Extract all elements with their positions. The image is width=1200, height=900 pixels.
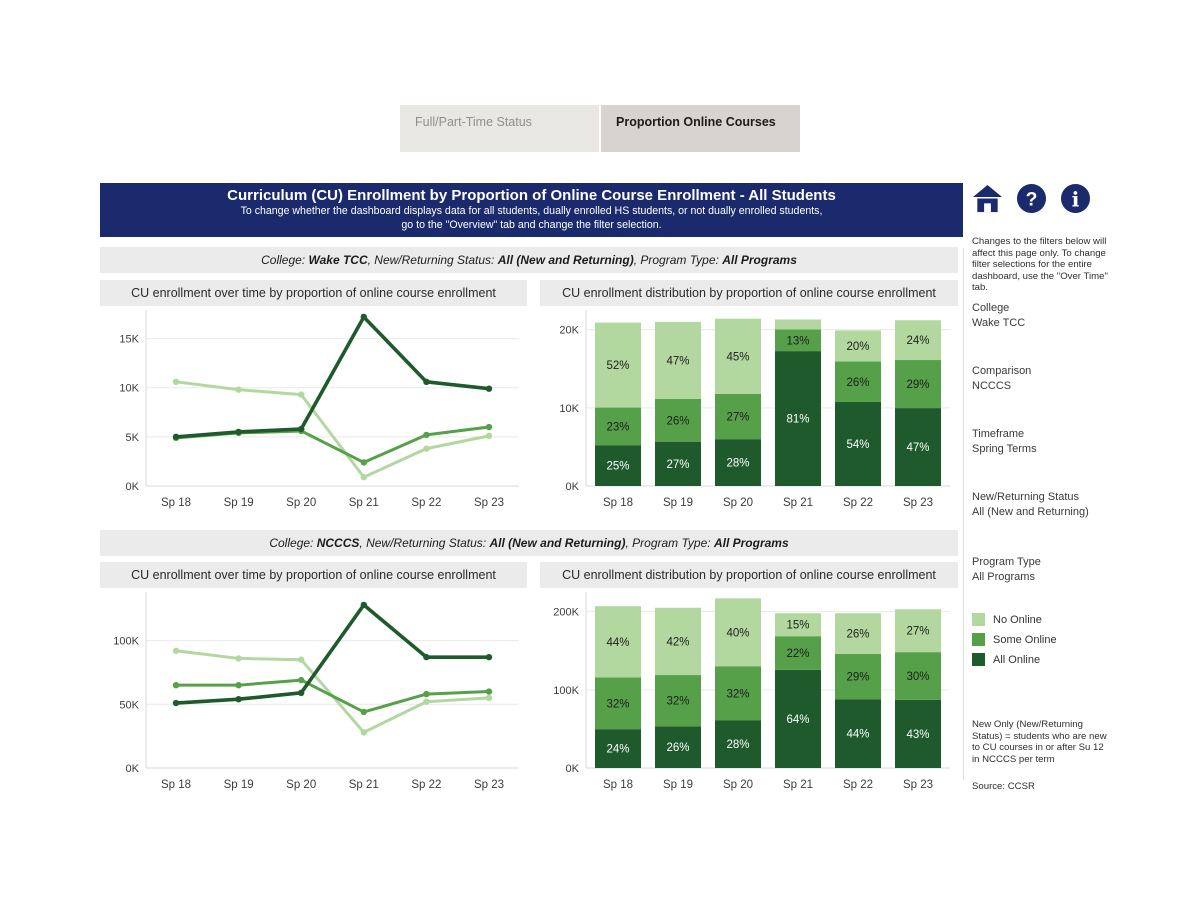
- svg-text:Sp 20: Sp 20: [286, 497, 317, 509]
- svg-text:Sp 21: Sp 21: [348, 497, 379, 509]
- filter-summary-wake: [100, 247, 958, 273]
- ncccs-line-panel-title: CU enrollment over time by proportion of online course enrollment: [100, 562, 527, 588]
- svg-text:25%: 25%: [606, 460, 630, 473]
- svg-text:100K: 100K: [553, 684, 579, 697]
- svg-text:Sp 20: Sp 20: [722, 497, 754, 509]
- filter-summary-status: All (New and Returning): [489, 536, 626, 550]
- svg-text:Sp 18: Sp 18: [602, 497, 634, 509]
- wake-bar-chart[interactable]: [540, 306, 958, 518]
- svg-text:32%: 32%: [666, 695, 690, 708]
- ncccs-bar-panel-title: CU enrollment distribution by proportion of online course enrollment: [540, 562, 958, 588]
- svg-text:15K: 15K: [119, 333, 139, 346]
- filters-note: Changes to the filters below will affect this page only. To change filter selections for the entire dashboard, use the "Over Time" tab.: [972, 236, 1108, 293]
- svg-text:52%: 52%: [606, 360, 630, 373]
- sidebar-divider: [963, 248, 964, 780]
- svg-text:20K: 20K: [559, 324, 579, 337]
- filter-summary-label: Program Type:: [640, 253, 723, 267]
- filter-summary-label: Program Type:: [632, 536, 714, 550]
- no-online-swatch-icon: [972, 613, 985, 626]
- filter-label: Program Type: [972, 556, 1041, 568]
- all-online-swatch-icon: [972, 653, 985, 666]
- nav-icons: [972, 183, 1091, 214]
- separator: ,: [625, 536, 633, 550]
- new-only-note: New Only (New/Returning Status) = students who are new to CU courses in or after Su 12 in NCCCS per term: [972, 719, 1107, 765]
- svg-text:27%: 27%: [906, 625, 930, 638]
- svg-text:Sp 19: Sp 19: [662, 779, 694, 791]
- legend-item-all-online[interactable]: [972, 653, 1057, 666]
- svg-text:43%: 43%: [906, 728, 930, 741]
- wake-bar-panel-title: CU enrollment distribution by proportion of online course enrollment: [540, 280, 958, 306]
- ncccs-bar-chart[interactable]: [540, 588, 958, 800]
- svg-text:10K: 10K: [119, 382, 139, 395]
- filter-value[interactable]: All Programs: [972, 571, 1035, 583]
- dashboard-title-bar: [100, 183, 963, 237]
- svg-text:Sp 22: Sp 22: [842, 497, 874, 509]
- svg-text:13%: 13%: [786, 335, 810, 348]
- svg-text:Sp 22: Sp 22: [842, 779, 874, 791]
- svg-text:?: ?: [1025, 188, 1038, 211]
- ncccs-line-chart[interactable]: [100, 588, 527, 800]
- legend-item-no-online[interactable]: [972, 613, 1057, 626]
- svg-text:26%: 26%: [666, 742, 690, 755]
- svg-text:26%: 26%: [846, 376, 870, 389]
- tab-full-part-time-status[interactable]: Full/Part-Time Status: [400, 105, 599, 152]
- legend-item-some-online[interactable]: [972, 633, 1057, 646]
- svg-text:Sp 22: Sp 22: [411, 779, 442, 791]
- filter-summary-ncccs: [100, 530, 958, 556]
- svg-text:20%: 20%: [846, 340, 870, 353]
- svg-text:i: i: [1071, 187, 1080, 212]
- filter-value[interactable]: Spring Terms: [972, 443, 1037, 455]
- svg-text:26%: 26%: [666, 415, 690, 428]
- source-note: Source: CCSR: [972, 781, 1035, 792]
- tab-proportion-online-courses[interactable]: Proportion Online Courses: [601, 105, 800, 152]
- svg-text:45%: 45%: [726, 351, 750, 364]
- separator: ,: [633, 253, 641, 267]
- svg-text:0K: 0K: [565, 481, 579, 493]
- svg-text:27%: 27%: [666, 458, 690, 471]
- legend-label: Some Online: [993, 633, 1057, 646]
- filter-summary-label: College:: [261, 253, 309, 267]
- filter-summary-label: New/Returning Status:: [374, 253, 498, 267]
- filter-timeframe[interactable]: [972, 427, 1108, 457]
- svg-text:44%: 44%: [606, 636, 630, 649]
- home-icon[interactable]: [972, 183, 1003, 214]
- legend-label: All Online: [993, 653, 1041, 666]
- svg-text:Sp 18: Sp 18: [160, 779, 192, 791]
- filter-summary-college: Wake TCC: [308, 253, 368, 267]
- page-subtitle-line2: go to the "Overview" tab and change the filter selection.: [401, 218, 662, 231]
- svg-text:54%: 54%: [846, 438, 870, 451]
- svg-text:Sp 23: Sp 23: [902, 779, 934, 791]
- filter-value[interactable]: Wake TCC: [972, 317, 1026, 329]
- filter-value[interactable]: All (New and Returning): [972, 506, 1089, 518]
- svg-text:26%: 26%: [846, 628, 870, 641]
- filter-summary-label: New/Returning Status:: [366, 536, 490, 550]
- sheet-tabs: [400, 105, 800, 152]
- svg-text:Sp 21: Sp 21: [782, 497, 814, 509]
- svg-text:28%: 28%: [726, 739, 750, 752]
- svg-text:40%: 40%: [726, 627, 750, 640]
- separator: ,: [359, 536, 367, 550]
- wake-line-chart[interactable]: [100, 306, 527, 518]
- separator: ,: [367, 253, 375, 267]
- filter-college[interactable]: [972, 301, 1108, 331]
- page-title: Curriculum (CU) Enrollment by Proportion of Online Course Enrollment - All Students: [227, 187, 836, 204]
- sidebar: [972, 183, 1112, 823]
- filter-summary-label: College:: [269, 536, 317, 550]
- svg-text:81%: 81%: [786, 413, 810, 426]
- svg-text:0K: 0K: [565, 763, 579, 775]
- svg-text:Sp 19: Sp 19: [223, 497, 254, 509]
- svg-text:32%: 32%: [606, 698, 630, 711]
- svg-text:Sp 21: Sp 21: [782, 779, 814, 791]
- filter-comparison[interactable]: [972, 364, 1108, 394]
- svg-text:Sp 19: Sp 19: [223, 779, 254, 791]
- filter-new-returning-status[interactable]: [972, 490, 1108, 520]
- svg-text:22%: 22%: [786, 648, 810, 661]
- svg-text:50K: 50K: [119, 699, 139, 712]
- filter-summary-program: All Programs: [722, 253, 797, 267]
- legend-label: No Online: [993, 613, 1042, 626]
- filter-label: College: [972, 302, 1010, 314]
- some-online-swatch-icon: [972, 633, 985, 646]
- filter-label: Timeframe: [972, 428, 1025, 440]
- svg-text:47%: 47%: [666, 355, 690, 368]
- help-icon[interactable]: [1016, 183, 1047, 214]
- svg-text:23%: 23%: [606, 421, 630, 434]
- svg-text:100K: 100K: [113, 635, 139, 648]
- svg-text:29%: 29%: [906, 379, 930, 392]
- filter-program-type[interactable]: [972, 555, 1108, 585]
- filter-summary-status: All (New and Returning): [497, 253, 634, 267]
- svg-text:5K: 5K: [125, 431, 139, 444]
- svg-text:64%: 64%: [786, 713, 810, 726]
- filter-value[interactable]: NCCCS: [972, 380, 1012, 392]
- svg-text:47%: 47%: [906, 442, 930, 455]
- svg-text:0K: 0K: [125, 481, 139, 493]
- svg-text:30%: 30%: [906, 670, 930, 683]
- filter-summary-college: NCCCS: [316, 536, 360, 550]
- svg-text:15%: 15%: [786, 619, 810, 632]
- svg-text:Sp 21: Sp 21: [348, 779, 379, 791]
- svg-text:10K: 10K: [559, 402, 579, 415]
- svg-text:Sp 22: Sp 22: [411, 497, 442, 509]
- svg-text:29%: 29%: [846, 671, 870, 684]
- svg-text:Sp 20: Sp 20: [722, 779, 754, 791]
- filter-label: Comparison: [972, 365, 1032, 377]
- svg-text:Sp 19: Sp 19: [662, 497, 694, 509]
- svg-text:Sp 18: Sp 18: [602, 779, 634, 791]
- info-icon[interactable]: [1060, 183, 1091, 214]
- svg-text:Sp 23: Sp 23: [473, 497, 505, 509]
- color-legend: [972, 613, 1057, 673]
- svg-text:32%: 32%: [726, 688, 750, 701]
- svg-text:24%: 24%: [906, 335, 930, 348]
- filter-label: New/Returning Status: [972, 491, 1079, 503]
- filter-summary-program: All Programs: [713, 536, 789, 550]
- page-subtitle-line1: To change whether the dashboard displays data for all students, dually enrolled HS students, or not dually enrolled students,: [240, 205, 823, 217]
- svg-text:44%: 44%: [846, 728, 870, 741]
- svg-text:42%: 42%: [666, 636, 690, 649]
- svg-text:0K: 0K: [125, 763, 139, 775]
- svg-text:28%: 28%: [726, 457, 750, 470]
- svg-text:Sp 20: Sp 20: [286, 779, 317, 791]
- svg-text:24%: 24%: [606, 743, 630, 756]
- wake-line-panel-title: CU enrollment over time by proportion of online course enrollment: [100, 280, 527, 306]
- svg-text:Sp 23: Sp 23: [473, 779, 505, 791]
- svg-text:Sp 18: Sp 18: [160, 497, 192, 509]
- svg-text:Sp 23: Sp 23: [902, 497, 934, 509]
- svg-text:27%: 27%: [726, 411, 750, 424]
- svg-text:200K: 200K: [553, 606, 579, 619]
